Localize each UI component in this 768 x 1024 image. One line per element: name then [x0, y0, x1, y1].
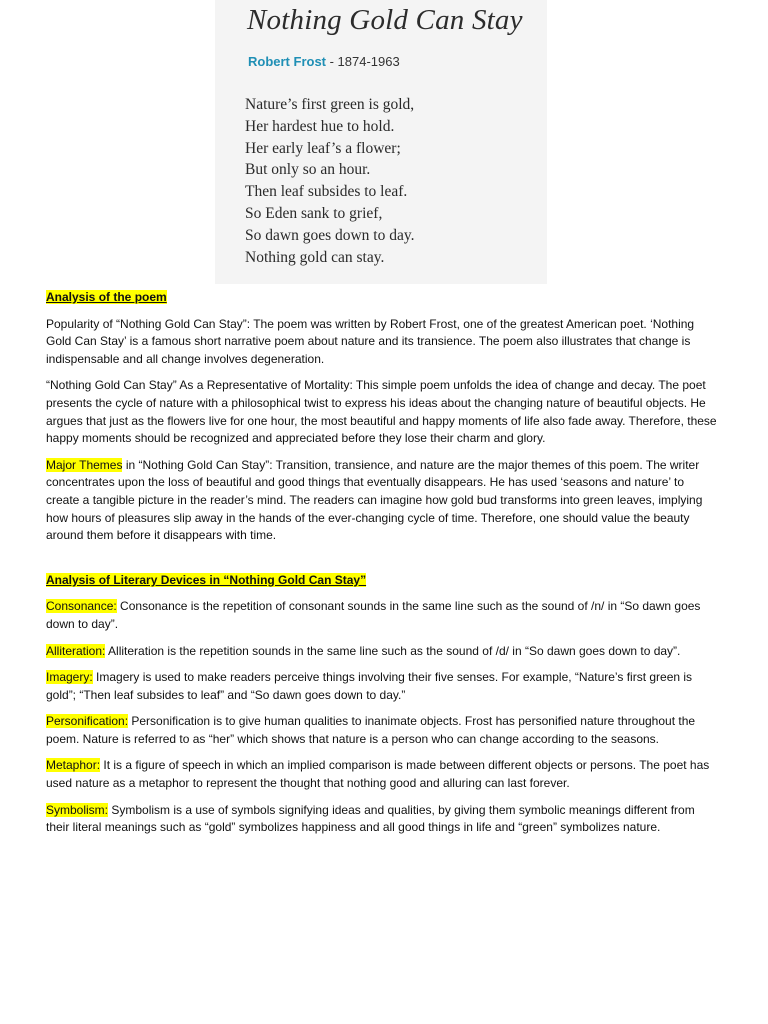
device-consonance — [46, 598, 718, 633]
devices-heading-text: Analysis of Literary Devices in “Nothing Gold Can Stay” — [46, 572, 367, 587]
poem-line: Her early leaf’s a flower; — [245, 139, 401, 157]
poem-line: Her hardest hue to hold. — [245, 117, 395, 135]
device-metaphor — [46, 757, 718, 792]
device-text: Symbolism is a use of symbols signifying ideas and qualities, by giving them symbolic meanings different from their literal meanings such as “gold” symbolizes happiness and all good things in life and “green” symbolizes nature. — [46, 802, 695, 835]
device-text: Consonance is the repetition of consonant sounds in the same line such as the sound of /n/ in “So dawn goes down to day”. — [46, 599, 701, 631]
devices-heading — [46, 572, 718, 590]
device-text: Imagery is used to make readers perceive things involving their five senses. For example, “Nature’s first green is gold”; “Then leaf subsides to leaf” and “So dawn goes down to day.” — [46, 670, 693, 702]
paragraph-mortality: “Nothing Gold Can Stay” As a Representative of Mortality: This simple poem unfolds the idea of change and decay. The poet presents the cycle of nature with a philosophical twist to express his ideas about the changing nature of beautiful objects. He argues that just as the flowers live for one hour, the most beautiful and happy moments of life also fade away. Therefore, these happy moments should be recognized and appreciated before they lose their charm and glory. — [46, 378, 717, 446]
poem-line: Then leaf subsides to leaf. — [245, 183, 408, 201]
poem-lines — [245, 94, 414, 268]
poem-author: Robert Frost — [248, 54, 326, 69]
device-label: Metaphor: — [46, 758, 101, 773]
poem-title: Nothing Gold Can Stay — [247, 4, 523, 36]
poem-line: But only so an hour. — [245, 161, 371, 179]
device-label: Symbolism: — [46, 802, 109, 817]
device-label: Imagery: — [46, 670, 93, 685]
device-label: Consonance: — [46, 599, 117, 614]
device-label: Alliteration: — [46, 643, 106, 658]
device-alliteration — [46, 643, 718, 661]
device-imagery — [46, 669, 718, 704]
poem-line: Nothing gold can stay. — [245, 248, 385, 266]
device-text: Personification is to give human qualities to inanimate objects. Frost has personified nature throughout the poem. Nature is referred to as “her” which shows that nature is a person who can change according to the seasons. — [46, 714, 696, 746]
poem-dates: - 1874-1963 — [326, 54, 400, 69]
analysis-heading — [46, 289, 718, 307]
analysis-heading-text: Analysis of the poem — [46, 290, 167, 304]
device-text: It is a figure of speech in which an implied comparison is made between different objects or persons. The poet has used nature as a metaphor to represent the thought that nothing good and alluring can last forever. — [46, 758, 710, 791]
themes-text: in “Nothing Gold Can Stay”: Transition, transience, and nature are the major themes of this poem. The writer concentrates upon the loss of beautiful and good things that eventually disappears. He has used ‘seasons and nature’ to create a tangible picture in the reader’s mind. The readers can imagine how gold bud transforms into green leaves, implying how hours of pleasures slip away in the hands of the ever-changing cycle of time. Therefore, one should value the beauty around them before it disappears with time. — [46, 457, 703, 543]
poem-line: Nature’s first green is gold, — [245, 96, 415, 113]
device-symbolism — [46, 802, 718, 837]
document-body — [46, 289, 718, 837]
device-label: Personification: — [46, 714, 129, 729]
poem-byline — [248, 54, 400, 69]
poem-image — [215, 0, 547, 284]
device-personification — [46, 713, 718, 748]
paragraph-popularity: Popularity of “Nothing Gold Can Stay”: The poem was written by Robert Frost, one of the greatest American poet. ‘Nothing Gold Can Stay’ is a famous short narrative poem about nature and its transience. The poem also illustrates that change is indispensable and all change involves degeneration. — [46, 316, 695, 366]
themes-label: Major Themes — [46, 457, 123, 472]
poem-line: So Eden sank to grief, — [245, 204, 383, 222]
poem-line: So dawn goes down to day. — [245, 226, 415, 244]
device-text: Alliteration is the repetition sounds in the same line such as the sound of /d/ in “So dawn goes down to day”. — [105, 643, 681, 658]
paragraph-themes — [46, 457, 718, 545]
